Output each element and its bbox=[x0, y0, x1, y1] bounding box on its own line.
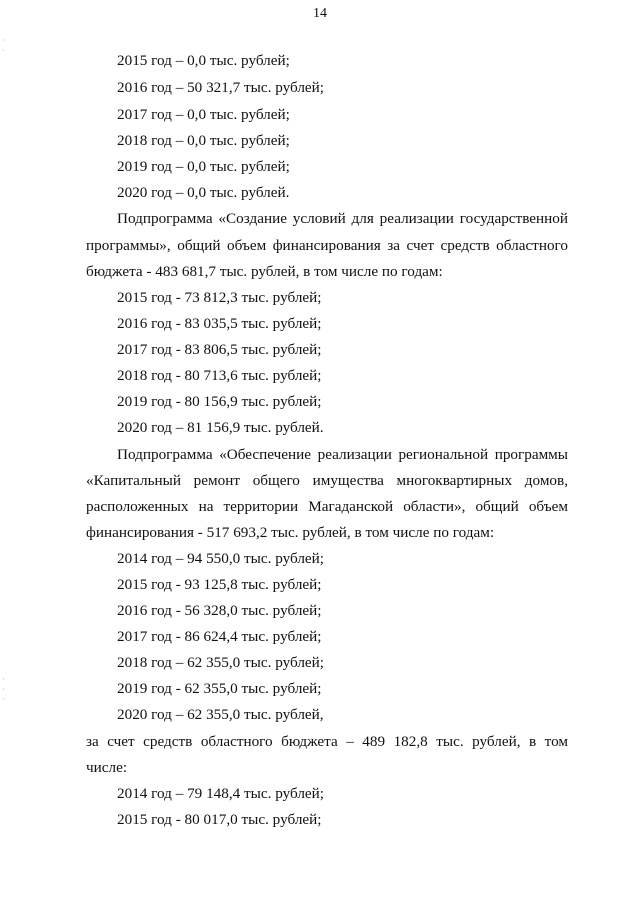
funding-line: 2016 год – 50 321,7 тыс. рублей; bbox=[117, 79, 325, 96]
subprogram-paragraph-line: финансирования - 517 693,2 тыс. рублей, в том числе по годам: bbox=[86, 524, 495, 541]
funding-line: 2016 год - 83 035,5 тыс. рублей; bbox=[117, 315, 322, 332]
funding-line: 2017 год – 0,0 тыс. рублей; bbox=[117, 106, 290, 123]
regional-budget-line: числе: bbox=[86, 759, 128, 776]
funding-line: 2015 год - 73 812,3 тыс. рублей; bbox=[117, 289, 322, 306]
funding-line: 2018 год – 0,0 тыс. рублей; bbox=[117, 132, 290, 149]
subprogram-paragraph-line: Подпрограмма «Создание условий для реализации государственной bbox=[117, 210, 568, 227]
funding-line: 2017 год - 86 624,4 тыс. рублей; bbox=[117, 628, 322, 645]
funding-line: 2015 год - 80 017,0 тыс. рублей; bbox=[117, 811, 322, 828]
funding-line: 2020 год – 0,0 тыс. рублей. bbox=[117, 184, 290, 201]
funding-line: 2018 год – 62 355,0 тыс. рублей; bbox=[117, 654, 325, 671]
subprogram-paragraph-line: бюджета - 483 681,7 тыс. рублей, в том числе по годам: bbox=[86, 263, 443, 280]
subprogram-paragraph-line: расположенных на территории Магаданской области», общий объем bbox=[86, 498, 568, 515]
funding-line: 2016 год - 56 328,0 тыс. рублей; bbox=[117, 602, 322, 619]
funding-line: 2015 год – 0,0 тыс. рублей; bbox=[117, 52, 290, 69]
scan-artifact: · · bbox=[2, 36, 5, 55]
subprogram-paragraph-line: «Капитальный ремонт общего имущества многоквартирных домов, bbox=[86, 472, 568, 489]
funding-line: 2017 год - 83 806,5 тыс. рублей; bbox=[117, 341, 322, 358]
funding-line: 2020 год – 81 156,9 тыс. рублей. bbox=[117, 419, 324, 436]
subprogram-paragraph-line: Подпрограмма «Обеспечение реализации региональной программы bbox=[117, 446, 568, 463]
funding-line: 2019 год – 0,0 тыс. рублей; bbox=[117, 158, 290, 175]
funding-line: 2019 год - 62 355,0 тыс. рублей; bbox=[117, 680, 322, 697]
subprogram-paragraph-line: программы», общий объем финансирования за счет средств областного bbox=[86, 237, 568, 254]
funding-line: 2015 год - 93 125,8 тыс. рублей; bbox=[117, 576, 322, 593]
funding-line: 2014 год – 94 550,0 тыс. рублей; bbox=[117, 550, 325, 567]
funding-line: 2019 год - 80 156,9 тыс. рублей; bbox=[117, 393, 322, 410]
scan-artifact: · · · bbox=[2, 675, 5, 704]
funding-line: 2018 год - 80 713,6 тыс. рублей; bbox=[117, 367, 322, 384]
regional-budget-line: за счет средств областного бюджета – 489 182,8 тыс. рублей, в том bbox=[86, 733, 568, 750]
page-number: 14 bbox=[313, 6, 327, 21]
funding-line: 2020 год – 62 355,0 тыс. рублей, bbox=[117, 706, 324, 723]
funding-line: 2014 год – 79 148,4 тыс. рублей; bbox=[117, 785, 325, 802]
